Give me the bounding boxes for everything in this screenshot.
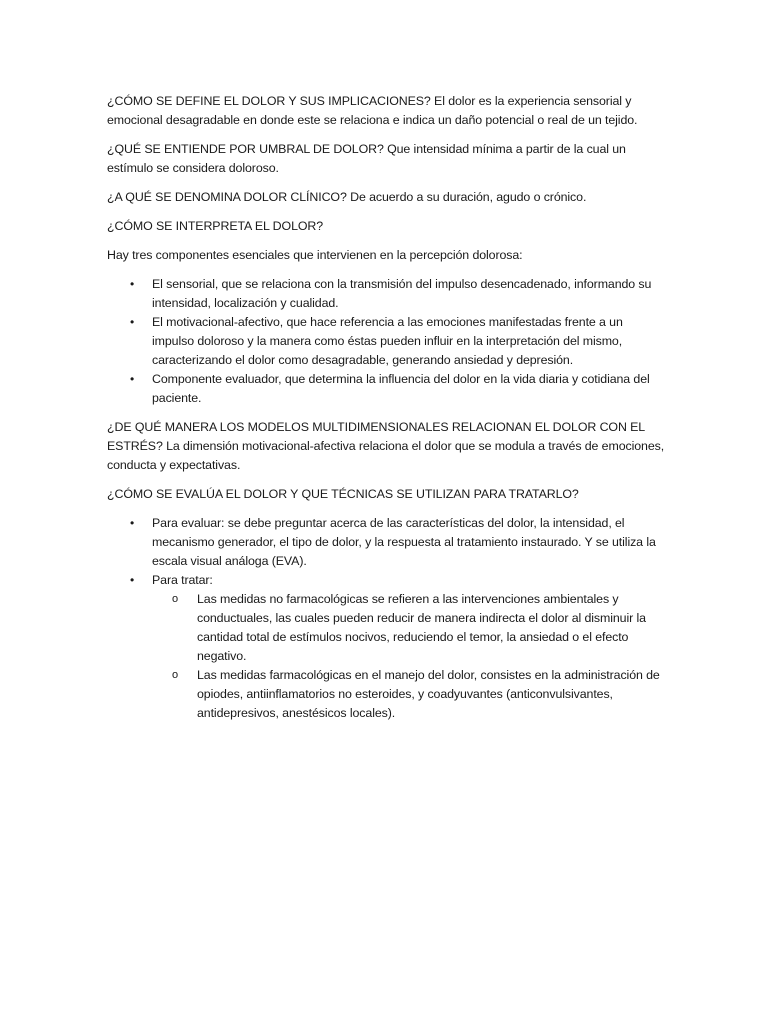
- list-item: [107, 275, 667, 313]
- bullet-marker: •: [130, 573, 135, 587]
- treatment-sublist: [152, 590, 667, 723]
- answer-text: Que intensidad mínima a partir de la cual un estímulo se considera doloroso.: [107, 142, 626, 175]
- components-list: [107, 275, 667, 408]
- question-heading: ¿DE QUÉ MANERA LOS MODELOS MULTIDIMENSIONALES RELACIONAN EL DOLOR CON EL ESTRÉS?: [107, 420, 645, 453]
- list-item-text: El motivacional-afectivo, que hace referencia a las emociones manifestadas frente a un impulso doloroso y la manera como éstas pueden influir en la interpretación del mismo, caracterizando el dolor como desagradable, generando ansiedad y depresión.: [152, 315, 623, 367]
- question-heading: ¿CÓMO SE INTERPRETA EL DOLOR?: [107, 219, 324, 233]
- bullet-marker: •: [130, 315, 135, 329]
- bullet-marker: •: [130, 277, 135, 291]
- intro-text: Hay tres componentes esenciales que intervienen en la percepción dolorosa:: [107, 248, 523, 262]
- sub-bullet-marker: o: [172, 593, 179, 605]
- sublist-item-text: Las medidas no farmacológicas se refieren a las intervenciones ambientales y conductuales, las cuales pueden reducir de manera indirecta el dolor al disminuir la cantidad total de estímulos nocivos, reduciendo el temor, la ansiedad o el efecto negativo.: [197, 592, 646, 663]
- answer-text: La dimensión motivacional-afectiva relaciona el dolor que se modula a través de emociones, conducta y expectativas.: [107, 439, 665, 472]
- heading-interpret-pain: [107, 217, 667, 236]
- answer-text: De acuerdo a su duración, agudo o crónico.: [346, 190, 587, 204]
- list-item-text: El sensorial, que se relaciona con la transmisión del impulso desencadenado, informando su intensidad, localización y cualidad.: [152, 277, 652, 310]
- paragraph-multidimensional-models: [107, 418, 667, 475]
- list-item: [107, 514, 667, 571]
- answer-text: El dolor es la experiencia sensorial y emocional desagradable en donde este se relaciona e indica un daño potencial o real de un tejido.: [107, 94, 638, 127]
- paragraph-clinical-pain: [107, 188, 667, 207]
- paragraph-components-intro: [107, 246, 667, 265]
- question-heading: ¿QUÉ SE ENTIENDE POR UMBRAL DE DOLOR?: [107, 142, 384, 156]
- sublist-item-text: Las medidas farmacológicas en el manejo del dolor, consistes en la administración de opiodes, antiinflamatorios no esteroides, y coadyuvantes (anticonvulsivantes, antidepresivos, anestésicos locales).: [197, 668, 660, 720]
- sublist-item: [152, 666, 667, 723]
- bullet-marker: •: [130, 372, 135, 386]
- list-item: [107, 370, 667, 408]
- list-item: [107, 313, 667, 370]
- question-heading: ¿CÓMO SE EVALÚA EL DOLOR Y QUE TÉCNICAS SE UTILIZAN PARA TRATARLO?: [107, 487, 579, 501]
- document-page: [107, 92, 667, 733]
- heading-evaluate-pain: [107, 485, 667, 504]
- bullet-marker: •: [130, 516, 135, 530]
- paragraph-pain-threshold: [107, 140, 667, 178]
- question-heading: ¿CÓMO SE DEFINE EL DOLOR Y SUS IMPLICACIONES?: [107, 94, 431, 108]
- list-item-text: Para evaluar: se debe preguntar acerca de las características del dolor, la intensidad, el mecanismo generador, el tipo de dolor, y la respuesta al tratamiento instaurado. Y se utiliza la escala visual análoga (EVA).: [152, 516, 656, 568]
- paragraph-define-pain: [107, 92, 667, 130]
- evaluation-list: [107, 514, 667, 723]
- list-item-text: Componente evaluador, que determina la influencia del dolor en la vida diaria y cotidiana del paciente.: [152, 372, 650, 405]
- list-item-text: Para tratar:: [152, 573, 213, 587]
- sub-bullet-marker: o: [172, 669, 179, 681]
- list-item: [107, 571, 667, 723]
- question-heading: ¿A QUÉ SE DENOMINA DOLOR CLÍNICO?: [107, 190, 347, 204]
- sublist-item: [152, 590, 667, 666]
